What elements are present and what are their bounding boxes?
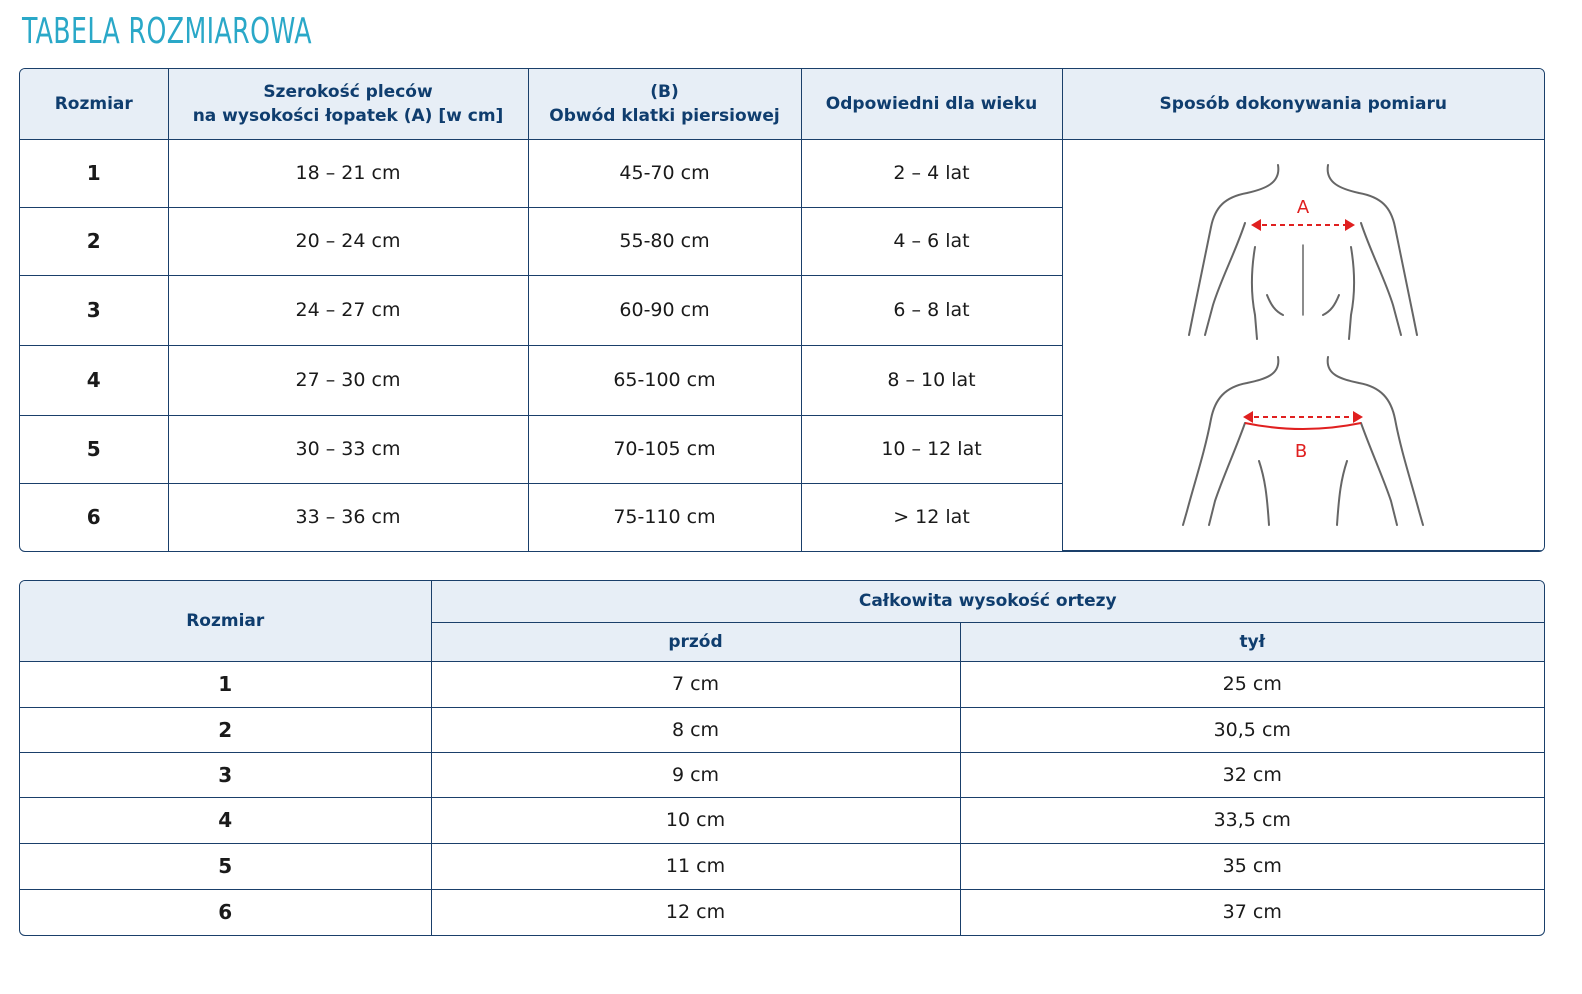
table-row xyxy=(20,707,1544,752)
header-back: tył xyxy=(960,622,1544,661)
chest-cell: 70-105 cm xyxy=(528,415,801,483)
size-cell: 5 xyxy=(20,843,431,889)
front-height-cell: 9 cm xyxy=(431,752,960,797)
back-width-cell: 27 – 30 cm xyxy=(168,345,528,415)
table-row xyxy=(20,797,1544,843)
header-total-height: Całkowita wysokość ortezy xyxy=(431,581,1544,622)
size-table-header-row xyxy=(20,69,1544,139)
age-cell: > 12 lat xyxy=(801,483,1062,551)
front-height-cell: 12 cm xyxy=(431,889,960,935)
chest-cell: 75-110 cm xyxy=(528,483,801,551)
header-chest-line1: (B) xyxy=(650,81,679,102)
header-size: Rozmiar xyxy=(20,69,168,139)
back-width-cell: 30 – 33 cm xyxy=(168,415,528,483)
table-row xyxy=(20,889,1544,935)
size-cell: 2 xyxy=(20,707,431,752)
back-height-cell: 33,5 cm xyxy=(960,797,1544,843)
measurement-figures xyxy=(1173,155,1433,535)
header-front: przód xyxy=(431,622,960,661)
table-row xyxy=(20,752,1544,797)
size-cell: 1 xyxy=(20,661,431,707)
label-b: B xyxy=(1295,440,1308,462)
height-table xyxy=(19,580,1545,936)
size-cell: 3 xyxy=(20,752,431,797)
chest-cell: 45-70 cm xyxy=(528,139,801,207)
back-width-cell: 33 – 36 cm xyxy=(168,483,528,551)
size-cell: 1 xyxy=(20,139,168,207)
header-method: Sposób dokonywania pomiaru xyxy=(1062,69,1544,139)
measurement-a-arrow xyxy=(1251,197,1355,231)
table-row xyxy=(20,139,1544,207)
header-age: Odpowiedni dla wieku xyxy=(801,69,1062,139)
back-width-cell: 18 – 21 cm xyxy=(168,139,528,207)
back-height-cell: 25 cm xyxy=(960,661,1544,707)
size-table xyxy=(19,68,1545,552)
table-row xyxy=(20,843,1544,889)
measurement-b-arrow xyxy=(1243,411,1363,462)
age-cell: 4 – 6 lat xyxy=(801,207,1062,275)
table-row xyxy=(20,661,1544,707)
size-cell: 2 xyxy=(20,207,168,275)
back-width-cell: 20 – 24 cm xyxy=(168,207,528,275)
back-height-cell: 37 cm xyxy=(960,889,1544,935)
header-chest xyxy=(528,69,801,139)
age-cell: 2 – 4 lat xyxy=(801,139,1062,207)
size-cell: 4 xyxy=(20,797,431,843)
page-title: TABELA ROZMIAROWA xyxy=(22,11,312,52)
front-height-cell: 7 cm xyxy=(431,661,960,707)
size-cell: 6 xyxy=(20,889,431,935)
size-cell: 6 xyxy=(20,483,168,551)
chest-cell: 65-100 cm xyxy=(528,345,801,415)
header-chest-line2: Obwód klatki piersiowej xyxy=(549,105,780,126)
header-back-width xyxy=(168,69,528,139)
header-back-width-line2: na wysokości łopatek (A) [w cm] xyxy=(192,105,504,126)
age-cell: 8 – 10 lat xyxy=(801,345,1062,415)
size-cell: 5 xyxy=(20,415,168,483)
size-cell: 4 xyxy=(20,345,168,415)
size-cell: 3 xyxy=(20,275,168,345)
age-cell: 10 – 12 lat xyxy=(801,415,1062,483)
label-a: A xyxy=(1297,196,1310,218)
chest-cell: 55-80 cm xyxy=(528,207,801,275)
upper-back-figure xyxy=(1189,165,1417,339)
header-size: Rozmiar xyxy=(20,581,431,661)
measurement-illustration xyxy=(1062,139,1544,551)
back-height-cell: 30,5 cm xyxy=(960,707,1544,752)
front-height-cell: 11 cm xyxy=(431,843,960,889)
header-back-width-line1: Szerokość pleców xyxy=(263,81,433,102)
chest-cell: 60-90 cm xyxy=(528,275,801,345)
height-table-header-row xyxy=(20,581,1544,622)
back-height-cell: 35 cm xyxy=(960,843,1544,889)
back-width-cell: 24 – 27 cm xyxy=(168,275,528,345)
front-height-cell: 8 cm xyxy=(431,707,960,752)
front-height-cell: 10 cm xyxy=(431,797,960,843)
age-cell: 6 – 8 lat xyxy=(801,275,1062,345)
back-height-cell: 32 cm xyxy=(960,752,1544,797)
